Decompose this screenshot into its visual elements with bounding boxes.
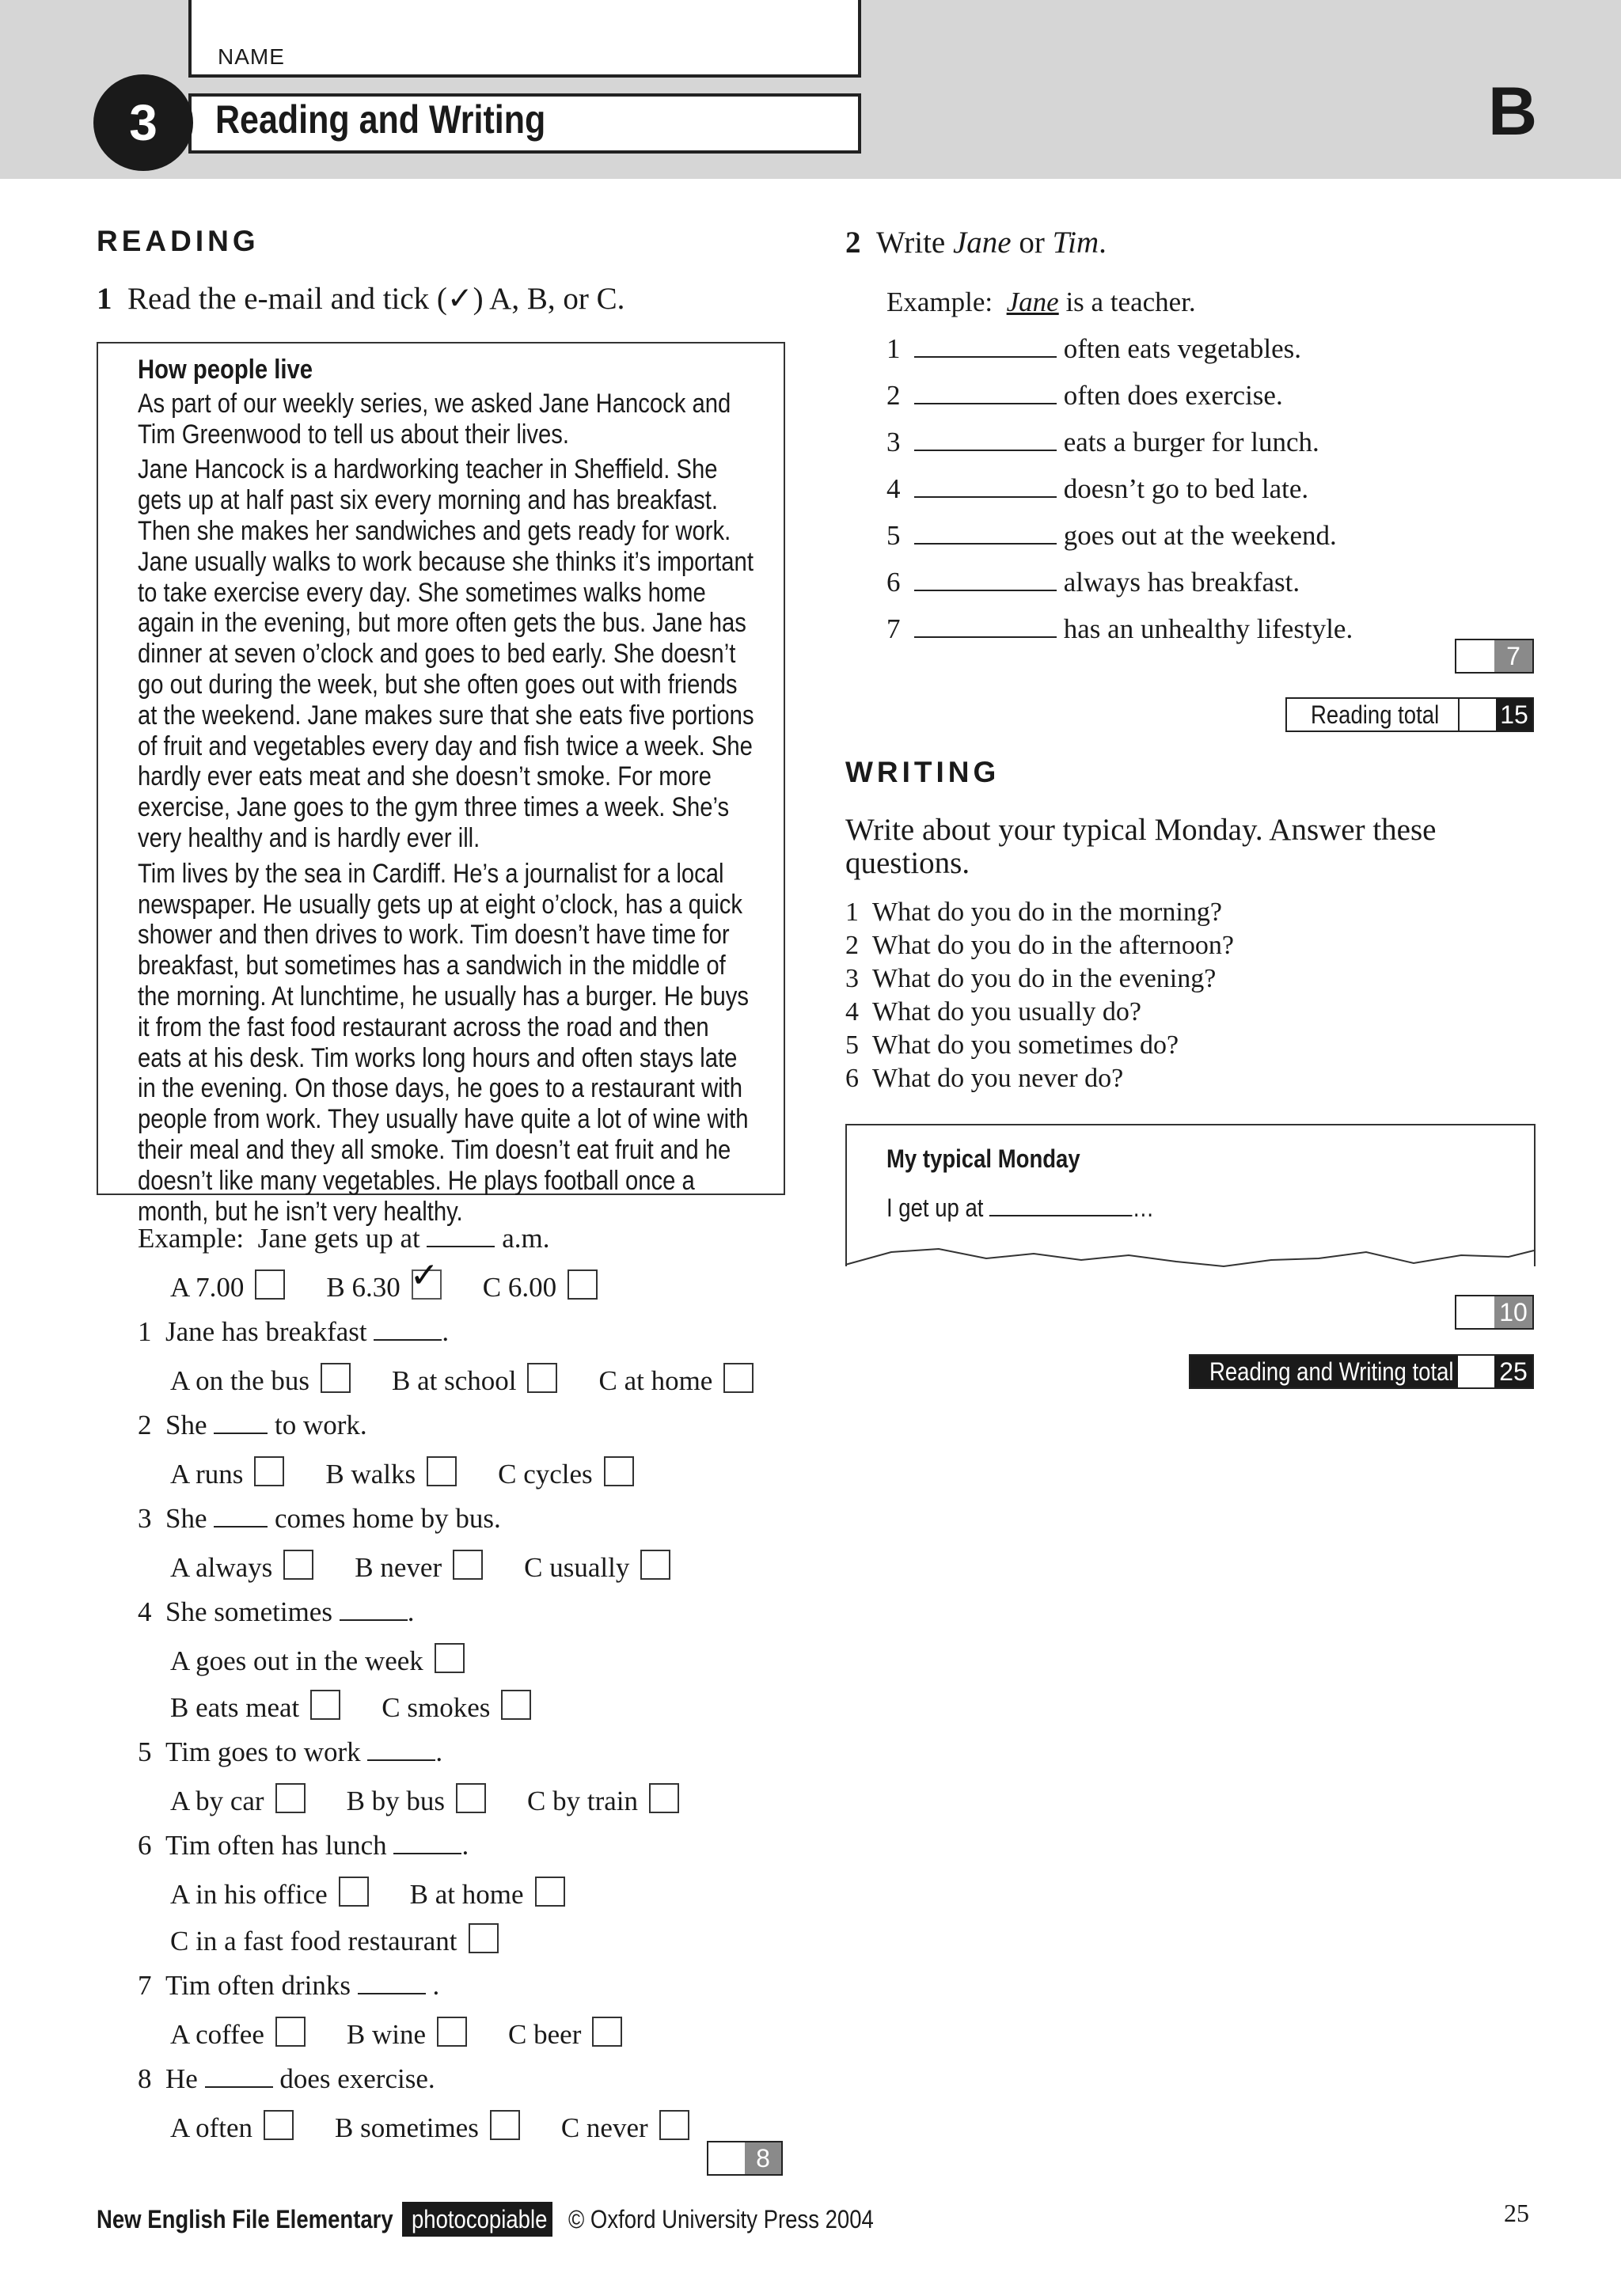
article-title: How people live	[138, 355, 313, 385]
answer-blank	[374, 1339, 442, 1341]
footer-copyright: © Oxford University Press 2004	[568, 2205, 874, 2233]
answer-blank	[214, 1526, 268, 1528]
q2-example: Example: Jane is a teacher.	[886, 287, 1196, 317]
answer-blank	[340, 1619, 408, 1621]
q1-number: 1	[97, 282, 112, 316]
q2-item: 7 has an unhealthy lifestyle.	[886, 613, 1353, 644]
tick-box[interactable]	[640, 1550, 670, 1580]
grand-total-box	[1189, 1354, 1534, 1389]
reading-total-label: Reading total	[1311, 700, 1440, 729]
writing-question: 6 What do you never do?	[845, 1064, 1124, 1093]
tick-box[interactable]	[339, 1877, 369, 1907]
tick-box[interactable]	[275, 1783, 306, 1813]
answer-blank	[214, 1433, 268, 1434]
q1-item-options: A runs B walks C cycles	[170, 1456, 634, 1490]
tick-box[interactable]	[453, 1550, 483, 1580]
q1-item: 3 She comes home by bus.	[138, 1503, 501, 1534]
version-letter: B	[1488, 74, 1538, 150]
answer-blank[interactable]	[914, 543, 1057, 545]
tick-box[interactable]	[437, 2017, 467, 2047]
q1-item: 2 She to work.	[138, 1410, 367, 1440]
answer-blank[interactable]	[914, 496, 1057, 498]
reading-total-value: 15	[1496, 699, 1532, 731]
tick-box-checked	[409, 1255, 442, 1300]
writing-question: 4 What do you usually do?	[845, 997, 1141, 1027]
q1-item-options: C in a fast food restaurant	[170, 1923, 499, 1957]
tick-box[interactable]	[254, 1456, 284, 1486]
name-label: NAME	[218, 44, 285, 69]
tick-box[interactable]	[275, 2017, 306, 2047]
writing-instruction: Write about your typical Monday. Answer these questions.	[845, 813, 1437, 880]
reading-heading: READING	[97, 225, 260, 257]
article	[138, 355, 757, 1231]
footer-book-title: New English File Elementary	[97, 2205, 393, 2233]
q1-item: 5 Tim goes to work .	[138, 1736, 443, 1767]
tick-box[interactable]	[592, 2017, 622, 2047]
article-paragraph: Jane Hancock is a hardworking teacher in Sheffield. She gets up at half past six every morning and has breakfast. Then she makes her sandwiches and gets ready for work. Jane usually walks to work because she thinks it’s important to take exercise every day. She sometimes walks home again in the evening, but more often gets the bus. Jane has dinner at seven o’clock and goes to bed early. She doesn’t go out during the week, but she often goes out with friends at the weekend. Jane makes sure that she eats five portions of fruit and vegetables every day and fish twice a week. She hardly ever eats meat and she doesn’t smoke. For more exercise, Jane goes to the gym three times a week. She’s very healthy and is hardly ever ill.	[138, 454, 754, 853]
reading-total-label-cell	[1287, 699, 1460, 731]
q1-item: 7 Tim often drinks .	[138, 1970, 440, 2001]
writing-question: 5 What do you sometimes do?	[845, 1030, 1179, 1060]
tick-box[interactable]	[535, 1877, 565, 1907]
grand-total-value: 25	[1494, 1356, 1532, 1387]
q1-instruction-text: Read the e-mail and tick (✓) A, B, or C.	[127, 282, 625, 316]
tick-box[interactable]	[659, 2110, 689, 2140]
writing-heading: WRITING	[845, 756, 1000, 788]
q1-item: 1 Jane has breakfast .	[138, 1316, 450, 1347]
score-entry[interactable]	[708, 2142, 745, 2174]
article-paragraph: As part of our weekly series, we asked Jane Hancock and Tim Greenwood to tell us about their lives.	[138, 388, 731, 450]
name-field[interactable]	[188, 0, 861, 78]
q1-item-options: A in his office B at home	[170, 1877, 565, 1911]
writing-question: 2 What do you do in the afternoon?	[845, 931, 1234, 960]
q2-instruction: 2 Write Jane or Tim.	[845, 226, 1107, 260]
tick-box[interactable]	[527, 1363, 557, 1393]
tick-box[interactable]	[501, 1690, 531, 1720]
answer-blank[interactable]	[914, 590, 1057, 591]
writing-max-score: 10	[1494, 1296, 1532, 1328]
answer-blank[interactable]	[914, 356, 1057, 358]
tick-box[interactable]	[427, 1456, 457, 1486]
answer-blank[interactable]	[914, 450, 1057, 451]
q1-item-options: A often B sometimes C never	[170, 2110, 689, 2144]
tick-box[interactable]	[723, 1363, 754, 1393]
q1-item-options: A coffee B wine C beer	[170, 2017, 622, 2051]
article-paragraph: Tim lives by the sea in Cardiff. He’s a journalist for a local newspaper. He usually gets up at eight o’clock, has a quick shower and then drives to work. Tim doesn’t have time for breakfast, but sometimes has a sandwich in the middle of the morning. At lunchtime, he usually has a burger. He buys it from the fast food restaurant across the road and then eats at his desk. Tim works long hours and often stays late in the evening. On those days, he goes to a restaurant with people from work. They usually have quite a lot of wine with their meal and they all smoke. Tim doesn’t eat fruit and he doesn’t like many vegetables. He plays football once a month, but he isn’t very healthy.	[138, 858, 750, 1227]
page-title: Reading and Writing	[215, 97, 546, 142]
tick-box[interactable]	[649, 1783, 679, 1813]
grand-total-label: Reading and Writing total	[1209, 1357, 1454, 1386]
tick-box[interactable]	[310, 1690, 340, 1720]
q2-score-box	[1455, 639, 1534, 674]
writing-box-start: I get up at …	[886, 1194, 1155, 1222]
check-icon: ✓	[409, 1255, 439, 1296]
tick-box[interactable]	[264, 2110, 294, 2140]
torn-edge	[844, 1235, 1536, 1274]
answer-blank[interactable]	[914, 636, 1057, 638]
q1-instruction	[97, 281, 624, 317]
q1-item: 6 Tim often has lunch .	[138, 1830, 469, 1861]
answer-blank	[367, 1759, 435, 1761]
score-entry[interactable]	[1456, 1296, 1494, 1328]
tick-box[interactable]	[435, 1643, 465, 1673]
q2-item: 6 always has breakfast.	[886, 567, 1300, 598]
q1-score-box	[707, 2141, 783, 2176]
unit-number-badge: 3	[93, 74, 193, 171]
answer-blank	[427, 1246, 495, 1247]
tick-box[interactable]	[456, 1783, 486, 1813]
score-entry[interactable]	[1456, 640, 1494, 672]
page-number: 25	[1504, 2199, 1529, 2227]
writing-box-title: My typical Monday	[886, 1144, 1080, 1173]
q2-item: 4 doesn’t go to bed late.	[886, 473, 1309, 504]
score-entry[interactable]	[1460, 699, 1496, 731]
answer-blank	[358, 1993, 426, 1994]
q2-item: 2 often does exercise.	[886, 380, 1283, 411]
q1-example-options: A 7.00 B 6.30 ✓ C 6.00	[170, 1269, 598, 1304]
answer-blank[interactable]	[914, 403, 1057, 404]
writing-question: 1 What do you do in the morning?	[845, 898, 1222, 927]
answer-blank[interactable]	[989, 1215, 1133, 1216]
tick-box	[568, 1269, 598, 1300]
q1-item-options: B eats meat C smokes	[170, 1690, 531, 1724]
tick-box[interactable]	[490, 2110, 520, 2140]
reading-total-box	[1285, 697, 1534, 732]
q1-item: 8 He does exercise.	[138, 2063, 435, 2094]
q1-max-score: 8	[745, 2142, 781, 2174]
answer-blank	[393, 1853, 461, 1854]
q1-item: 4 She sometimes .	[138, 1596, 415, 1627]
q1-item-options: A goes out in the week	[170, 1643, 465, 1677]
answer-blank	[205, 2086, 273, 2088]
q1-item-options: A always B never C usually	[170, 1550, 670, 1584]
writing-score-box	[1455, 1295, 1534, 1330]
tick-box	[255, 1269, 285, 1300]
q2-item: 1 often eats vegetables.	[886, 333, 1302, 364]
photocopiable-label: photocopiable	[412, 2205, 548, 2233]
tick-box[interactable]	[469, 1923, 499, 1953]
tick-box[interactable]	[283, 1550, 313, 1580]
q1-item-options: A on the bus B at school C at home	[170, 1363, 754, 1397]
photocopiable-badge	[402, 2202, 552, 2237]
q1-example: Example: Jane gets up at a.m.	[138, 1223, 550, 1254]
score-entry[interactable]	[1458, 1356, 1494, 1387]
q1-item-options: A by car B by bus C by train	[170, 1783, 679, 1817]
tick-box[interactable]	[321, 1363, 351, 1393]
grand-total-label-cell	[1190, 1356, 1458, 1387]
q2-item: 3 eats a burger for lunch.	[886, 427, 1319, 457]
q2-item: 5 goes out at the weekend.	[886, 520, 1337, 551]
tick-box[interactable]	[604, 1456, 634, 1486]
writing-question: 3 What do you do in the evening?	[845, 964, 1217, 993]
q2-max-score: 7	[1494, 640, 1532, 672]
